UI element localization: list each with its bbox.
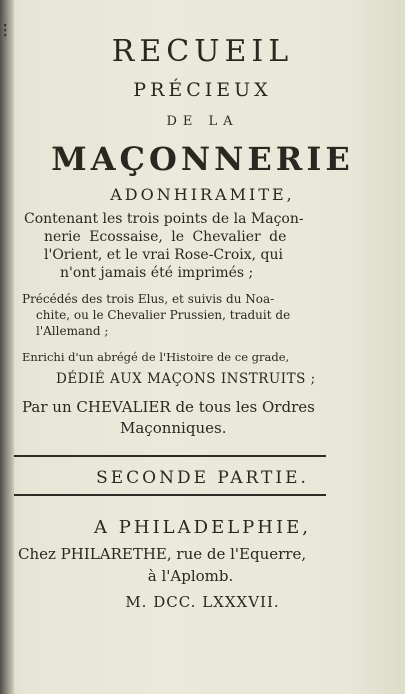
contents-line-4: n'ont jamais été imprimés ;	[60, 265, 254, 281]
contents-line-2: nerie Ecossaise, le Chevalier de	[44, 229, 287, 245]
bottom-rule	[14, 494, 326, 496]
contents-line-11: Maçonniques.	[120, 419, 227, 437]
contents-line-5: Précédés des trois Elus, et suivis du Noa-	[22, 292, 275, 306]
contents-line-10: Par un CHEVALIER de tous les Ordres	[22, 398, 315, 416]
contents-line-3: l'Orient, et le vrai Rose-Croix, qui	[44, 247, 283, 263]
imprint-date: M. DCC. LXXXVII.	[125, 593, 280, 611]
title-recueil: RECUEIL	[111, 34, 294, 69]
contents-line-7: l'Allemand ;	[36, 324, 109, 338]
gutter-mark: ⁝	[2, 18, 9, 42]
contents-line-8: Enrichi d'un abrégé de l'Histoire de ce grade,	[22, 350, 290, 364]
contents-line-1: Contenant les trois points de la Maçon-	[24, 211, 304, 227]
book-gutter	[0, 0, 14, 694]
title-maconnerie: MAÇONNERIE	[51, 140, 354, 178]
contents-line-6: chite, ou le Chevalier Prussien, traduit de	[36, 308, 291, 322]
imprint-publisher: Chez PHILARETHE, rue de l'Equerre,	[18, 545, 307, 563]
part-heading: SECONDE PARTIE.	[96, 468, 309, 488]
title-de-la: DE LA	[166, 114, 239, 129]
top-rule	[14, 455, 326, 457]
contents-line-9: DÉDIÉ AUX MAÇONS INSTRUITS ;	[56, 371, 316, 387]
title-adonhiramite: ADONHIRAMITE,	[110, 185, 295, 204]
imprint-address: à l'Aplomb.	[147, 567, 234, 585]
imprint-city: A PHILADELPHIE,	[94, 517, 311, 538]
title-precieux: PRÉCIEUX	[133, 79, 272, 101]
